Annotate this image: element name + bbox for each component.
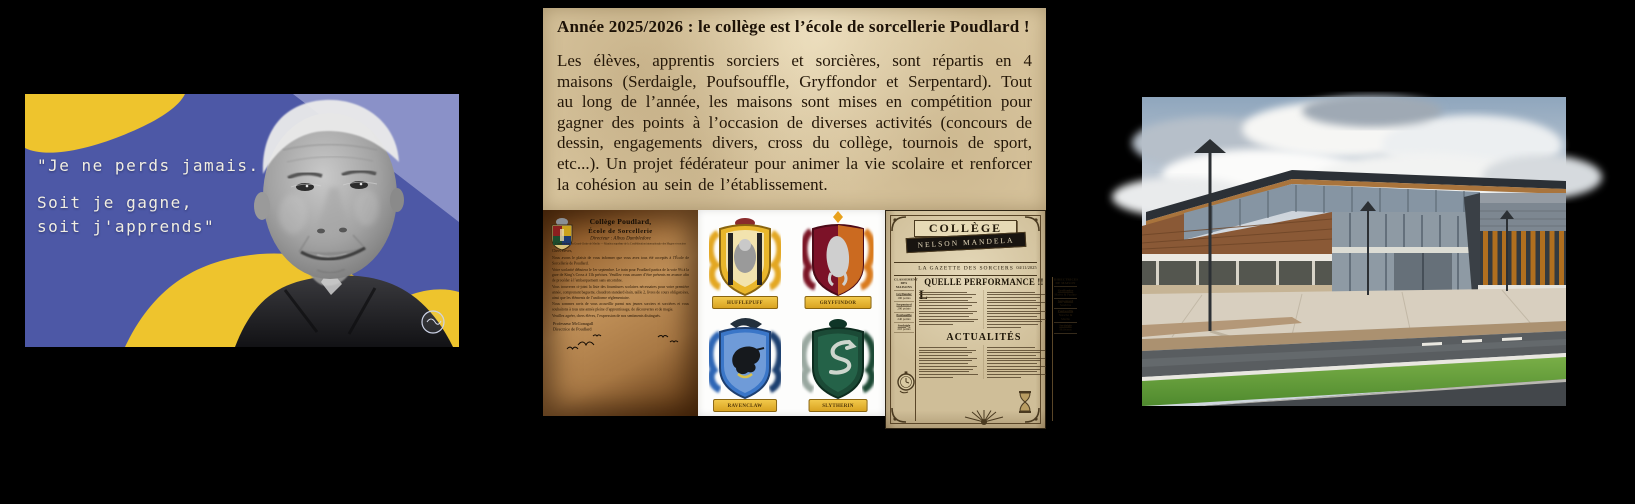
article-column (919, 290, 980, 329)
school-photo-art (1142, 97, 1566, 406)
gazette-masthead (886, 219, 1045, 250)
gazette-headline: QUELLE PERFORMANCE !! (924, 278, 1044, 288)
hogwarts-announcement-panel (543, 8, 1079, 431)
gazette-ranking-sidebar (893, 277, 916, 421)
hufflepuff-name: HUFFLEPUFF (726, 299, 763, 305)
school-building-photo (1142, 97, 1566, 406)
staff-entry: Poufsouffle Natacha & Maëlle (1054, 309, 1077, 323)
wizard-gazette (885, 210, 1079, 429)
birds-silhouettes-icon (558, 332, 688, 352)
artist-signature-badge (422, 311, 444, 333)
pocket-watch-icon (896, 369, 916, 395)
entrance-transom (1332, 247, 1480, 253)
gryffindor-crest (797, 213, 879, 311)
slytherin-name: SLYTHERIN (822, 402, 855, 408)
mural-quote-line3: soit j'apprends" (37, 217, 216, 236)
letter-paragraph: Nous avons le plaisir de vous informer que vous avez tous été acceptés à l’École de Sorcellerie de Poudlard. (552, 255, 689, 266)
hufflepuff-crest (704, 213, 786, 311)
article-column (919, 345, 980, 379)
mural-quote-line2: Soit je gagne, (37, 193, 193, 212)
announcement-parchment (543, 8, 1046, 210)
letter-paragraph: Nous sommes ravis de vous accueillir parmi nos jeunes sorciers et sorcières et vous souhaitons à tous une année pleine d’apprentissage, de découvertes et de magie. (552, 301, 689, 312)
ravenclaw-name: RAVENCLAW (727, 402, 763, 408)
announcement-title: Année 2025/2026 : le collège est l’école de sorcellerie Poudlard ! (557, 17, 1030, 36)
right-wing-cladding (1480, 203, 1566, 231)
hufflepuff-name-banner (712, 296, 778, 309)
letter-signature-role: Directrice de Poudlard (553, 326, 592, 332)
staff-entry: Gryffondor Maëva & Pauline (1054, 288, 1077, 297)
gazette-staff-sidebar (1052, 277, 1078, 421)
letter-signature-name: Professeur McGonagall (553, 320, 594, 326)
grounds (1142, 288, 1566, 406)
gryffindor-name: GRYFFINDOR (819, 299, 857, 305)
hourglass-icon (1018, 391, 1032, 413)
gazette-masthead-college: COLLÈGE (914, 220, 1017, 237)
ravenclaw-crest (704, 316, 786, 414)
ravenclaw-name-banner (713, 399, 777, 412)
gazette-section-title: ACTUALITÉS (946, 332, 1022, 344)
staff-entry: Serdaigle Maïwenn (1054, 323, 1077, 333)
letter-paragraph: Vous trouverez ci-joint la liste des fournitures scolaires nécessaires pour votre première année, comprenant baguette, chaudron standard étain, taille 2, livres de cours obligatoires, ainsi que les éléments de l’uniforme réglementaire. (552, 284, 689, 300)
article-column (983, 345, 1048, 379)
ranking-entry: Poufsouffle 240 points (894, 312, 914, 322)
ranking-entry: Serpentard 290 points (894, 302, 914, 312)
sunburst-icon (962, 409, 1006, 423)
letter-school-line2: École de Sorcellerie (588, 226, 653, 235)
white-canopy (1142, 254, 1332, 261)
letter-honors: Commandeur du Grand-Ordre de Merlin — Manitou suprême de la Confédération internationale des Mages et sorciers (555, 242, 686, 246)
house-crests-sheet (698, 210, 885, 416)
slytherin-crest (797, 316, 879, 414)
article-column (983, 290, 1048, 329)
hogwarts-acceptance-letter (543, 210, 698, 416)
gazette-tagline: LA GAZETTE DES SORCIERS (917, 265, 1014, 271)
wood-louvers (1483, 231, 1564, 285)
gazette-masthead-name: NELSON MANDELA (905, 232, 1026, 253)
staff-entry: Serpentard Sandrine (1054, 298, 1077, 308)
announcement-body: Les élèves, apprentis sorciers et sorcières, sont répartis en 4 maisons (Serdaigle, Poufsouffle, Gryffondor et Serpentard). Tout au long de l’année, les maisons sont mises en compétition pour gagner des points à l’occasion de diverses activités (concours de dessin, engagements divers, cross du collège, tournois de sport, etc...). Un projet fédérateur pour animer la vie scolaire et renforcer la cohésion au sein de l’établissement. (557, 51, 1032, 194)
mandela-mural (25, 94, 459, 347)
ranking-entry: Serdaigle 210 points (894, 323, 914, 333)
gazette-date: 04/11/2025 (1016, 265, 1037, 270)
letter-paragraph: Votre scolarité débutera le 1er septembre. Le train pour Poudlard partira de la voie 9¾ à la gare de King’s Cross à 11h précises. Veuillez vous assurer d’être présents en avance afin de procéder à l’embarquement sans encombre. (552, 267, 689, 283)
right-wing-fascia (1480, 193, 1566, 203)
ranking-title: CLASSEMENT DES MAISONS (894, 278, 918, 289)
gryffindor-name-banner (805, 296, 872, 309)
staff-title: DIRECTRICES DE MAISON (1053, 278, 1079, 286)
letter-content (543, 218, 698, 352)
ranking-entry: Gryffondor 190 points (894, 292, 914, 302)
letter-school-line1: Collège Poudlard, (589, 218, 652, 226)
mural-quote-line1: "Je ne perds jamais. (37, 156, 260, 175)
letter-director: Directeur : Albus Dumbledore (590, 235, 651, 242)
letter-salutation: Chers élèves, (552, 248, 573, 254)
letter-paragraph: Veuillez agréer, chers élèves, l’expression de nos sentiments distingués. (552, 313, 661, 318)
slytherin-name-banner (809, 399, 868, 412)
